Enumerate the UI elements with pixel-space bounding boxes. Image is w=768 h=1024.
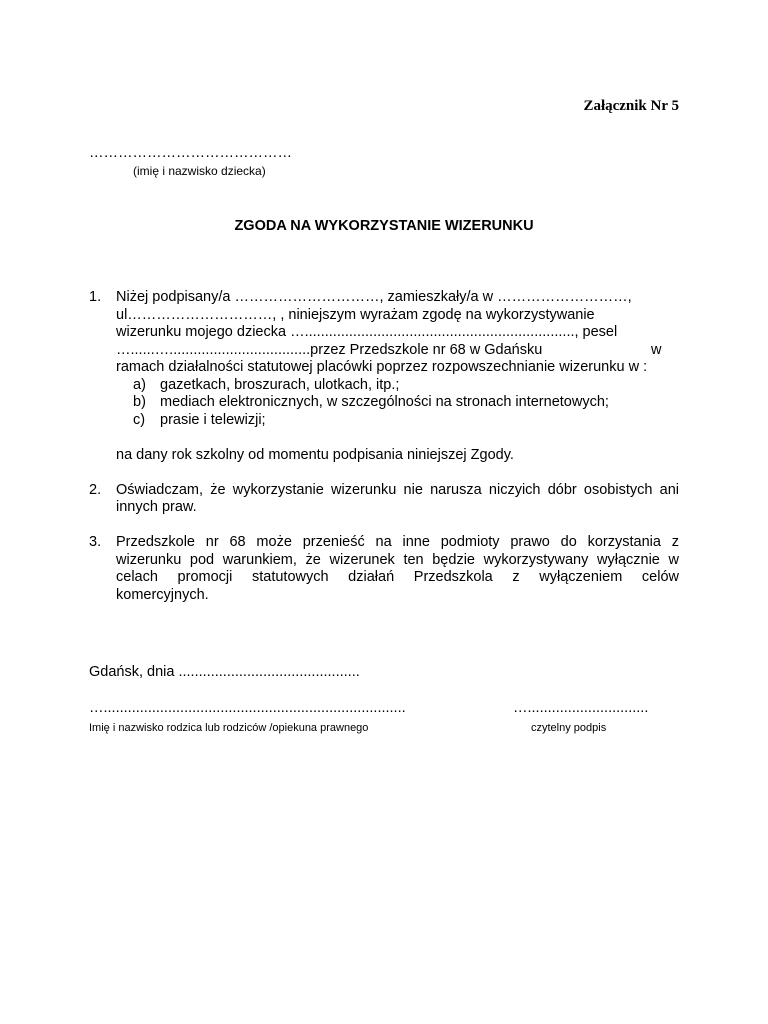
subitem-letter: a) xyxy=(133,376,146,393)
subitem-text: gazetkach, broszurach, ulotkach, itp.; xyxy=(160,376,400,393)
consent-item-2 xyxy=(89,482,679,517)
item-number: 3. xyxy=(89,534,102,550)
subitem-letter: b) xyxy=(133,394,146,410)
subitem-text: prasie i telewizji; xyxy=(160,411,266,428)
item-line: Oświadczam, że wykorzystanie wizerunku nie narusza niczyich dóbr osobistych ani xyxy=(116,481,679,498)
item-line-4 xyxy=(116,342,679,360)
consent-item-1 xyxy=(89,289,679,464)
item-line: komercyjnych. xyxy=(116,586,209,603)
parent-name-caption: Imię i nazwisko rodzica lub rodziców /opiekuna prawnego xyxy=(89,722,369,734)
subitem-text: mediach elektronicznych, w szczególności na stronach internetowych; xyxy=(160,394,609,410)
item-line: wizerunku pod warunkiem, że wizerunek ten będzie wykorzystywany wyłącznie w xyxy=(116,551,679,568)
child-name-caption: (imię i nazwisko dziecka) xyxy=(133,164,266,178)
subitem-letter: c) xyxy=(133,411,146,428)
item-line-tail: w xyxy=(651,341,662,358)
item-line: Przedszkole nr 68 może przenieść na inne podmioty prawo do korzystania z xyxy=(116,534,679,550)
item-line-text: …......…...................................przez Przedszkole nr 68 w Gdańsku xyxy=(116,341,543,358)
item-line: innych praw. xyxy=(116,499,197,515)
parent-name-field: …........................................................................... xyxy=(89,700,406,716)
item-line: ul…………………………, , niniejszym wyrażam zgodę na wykorzystywanie xyxy=(116,306,595,323)
signature-field: ….............................. xyxy=(513,700,649,716)
signature-caption: czytelny podpis xyxy=(531,722,607,734)
consent-item-3 xyxy=(89,534,679,604)
child-name-field: …………………………………… xyxy=(89,145,292,161)
document-title: ZGODA NA WYKORZYSTANIE WIZERUNKU xyxy=(234,218,534,234)
subitem-b xyxy=(116,394,679,412)
item-line: wizerunku mojego dziecka …..................................................................., pesel xyxy=(116,324,618,340)
subitem-c xyxy=(116,412,679,430)
item-line: celach promocji statutowych działań Przedszkola z wyłączeniem celów xyxy=(116,569,679,585)
item-line: ramach działalności statutowej placówki poprzez rozpowszechnianie wizerunku w : xyxy=(116,359,648,375)
item-number: 1. xyxy=(89,289,102,305)
item-closing: na dany rok szkolny od momentu podpisania niniejszej Zgody. xyxy=(116,446,514,463)
subitem-a xyxy=(116,377,679,395)
place-date-field: Gdańsk, dnia ............................................. xyxy=(89,664,360,680)
item-line: Niżej podpisany/a …………………………, zamieszkały/a w ………………………, xyxy=(116,289,632,305)
consent-items xyxy=(89,289,679,604)
attachment-label: Załącznik Nr 5 xyxy=(583,98,679,114)
item-number: 2. xyxy=(89,481,102,498)
